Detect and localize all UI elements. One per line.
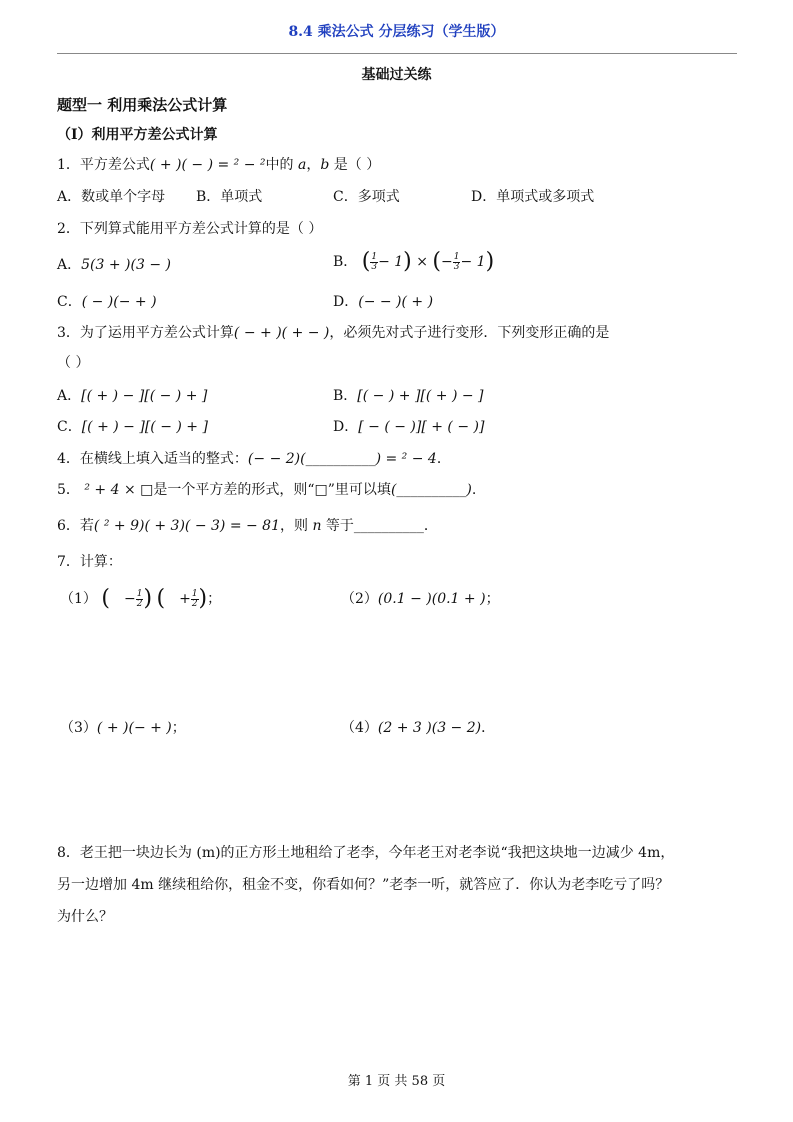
subsection-title: （Ⅰ）利用平方差公式计算: [57, 127, 218, 143]
question-8-line-1: 8．老王把一块边长为 (m)的正方形土地租给了老李，今年老王对老李说“我把这块地一边减少 4m，: [57, 845, 675, 861]
q2-option-c-label: C．: [57, 294, 82, 310]
q2-b-frac2-den: 3: [453, 261, 460, 272]
q3-option-b-expr: [( − ) + ][( + ) − ]: [357, 388, 484, 404]
question-5: [57, 483, 476, 497]
q3-option-b: [333, 389, 484, 403]
q3-option-c-label: C．: [57, 419, 82, 435]
q7-p4-label: （4）: [341, 720, 378, 736]
question-2: 2．下列算式能用平方差公式计算的是（ ）: [57, 221, 323, 237]
question-3: [57, 326, 609, 340]
q3-option-d-expr: [ − ( − )][ + ( − )]: [358, 419, 485, 435]
q3-answer-blank: （ ）: [57, 355, 90, 371]
q2-option-a: [57, 258, 171, 272]
q3-option-d-label: D．: [333, 419, 359, 435]
section-title: 基础过关练: [361, 67, 432, 83]
q7-p1-plus: +: [179, 591, 191, 607]
page-footer: 第 1 页 共 58 页: [347, 1074, 446, 1089]
q2-option-b-label: B．: [333, 254, 358, 270]
q1-var-b: b: [320, 157, 330, 173]
q6-prefix: 6．若: [57, 518, 94, 534]
q2-option-a-expr: 5(3 + )(3 − ): [81, 257, 171, 273]
q7-part-3: [60, 721, 186, 735]
q2-option-c-expr: ( − )(− + ): [81, 294, 157, 310]
q7-p1-open-2: (: [156, 586, 166, 611]
q2-b-close-paren: ): [403, 249, 412, 274]
q7-p3-label: （3）: [60, 720, 97, 736]
q7-p1-label: （1）: [60, 591, 97, 607]
question-4: [57, 452, 451, 466]
q7-p2-suffix: ；: [485, 591, 500, 607]
header-divider: [57, 53, 737, 54]
q4-suffix: ．: [436, 451, 451, 467]
q7-part-1: [60, 588, 221, 610]
q3-formula: ( − + )( + − ): [233, 325, 330, 341]
q1-suffix-a: 中的: [265, 157, 298, 173]
q2-b-open-paren: (: [361, 249, 371, 274]
q7-p1-half-2: [191, 590, 199, 609]
page-header-title: 8.4 乘法公式 分层练习（学生版）: [288, 24, 505, 40]
q2-option-b: [333, 251, 494, 273]
q7-p1-half1-den: 2: [136, 598, 143, 609]
q2-b-frac1-num: 1: [371, 251, 378, 262]
q2-b-close-paren-2: ): [485, 249, 495, 274]
q2-b-open-paren-2: (: [432, 249, 441, 274]
q7-part-4: [341, 721, 495, 735]
q7-p2-expr: (0.1 − )(0.1 + ): [377, 591, 486, 607]
q7-p1-open-1: (: [101, 586, 110, 611]
q7-p1-suffix: ；: [207, 591, 222, 607]
q5-formula: ² + 4 × □: [79, 482, 154, 498]
q6-formula: ( ² + 9)( + 3)( − 3) = − 81: [93, 518, 280, 534]
q1-option-a: A．数或单个字母: [57, 189, 166, 205]
q7-p1-half2-den: 2: [191, 598, 198, 609]
q7-p1-close-1: ): [143, 586, 153, 611]
q1-option-c: C．多项式: [333, 189, 400, 205]
q3-prefix: 3．为了运用平方差公式计算: [57, 325, 234, 341]
q1-option-d: D．单项式或多项式: [471, 189, 595, 205]
q2-b-minus-1a: − 1: [378, 254, 404, 270]
q1-var-a: a: [297, 157, 307, 173]
q3-option-d: [333, 420, 484, 434]
q2-option-c: [57, 295, 157, 309]
question-6: [57, 519, 438, 533]
q3-option-c: [57, 420, 208, 434]
q7-part-2: [341, 592, 500, 606]
q7-p2-label: （2）: [341, 591, 378, 607]
question-type-title: 题型一 利用乘法公式计算: [57, 96, 228, 114]
q2-b-frac2-num: 1: [453, 251, 460, 262]
question-1: [57, 158, 380, 172]
q2-b-fraction-1: [370, 253, 378, 272]
q1-comma: ，: [306, 157, 321, 173]
q1-prefix: 1．平方差公式: [57, 157, 150, 173]
q4-formula: (− − 2)(__________) = ² − 4: [247, 451, 437, 467]
question-8-line-3: 为什么？: [57, 909, 113, 925]
question-8-line-2: 另一边增加 4m 继续租给你，租金不变，你看如何？”老李一听，就答应了．你认为老李吃亏了吗？: [57, 877, 670, 893]
q1-formula: ( + )( − ) = ² − ²: [149, 157, 266, 173]
q2-option-d-label: D．: [333, 294, 359, 310]
q7-p3-expr: ( + )(− + ): [96, 720, 172, 736]
q2-b-frac1-den: 3: [371, 261, 378, 272]
q5-prefix: 5．: [57, 482, 80, 498]
q3-option-a: [57, 389, 207, 403]
q2-b-minus-1b: − 1: [460, 254, 486, 270]
q7-p1-close-2: ): [198, 586, 208, 611]
q5-middle: 是一个平方差的形式，则“□”里可以填: [153, 482, 391, 498]
q7-p4-suffix: ．: [481, 720, 496, 736]
q3-option-c-expr: [( + ) − ][( − ) + ]: [81, 419, 208, 435]
q7-p1-minus: −: [123, 591, 136, 607]
q3-suffix: ，必须先对式子进行变形．下列变形正确的是: [329, 325, 610, 341]
q7-p1-half1-num: 1: [136, 588, 143, 599]
q6-var-n: n: [312, 518, 322, 534]
q1-option-b: B．单项式: [196, 189, 263, 205]
q2-option-a-label: A．: [57, 257, 82, 273]
q7-p3-suffix: ；: [171, 720, 186, 736]
q5-suffix: .: [471, 482, 477, 498]
q4-prefix: 4．在横线上填入适当的整式：: [57, 451, 248, 467]
q7-p4-expr: (2 + 3 )(3 − 2): [377, 720, 482, 736]
q7-p1-half2-num: 1: [191, 588, 198, 599]
q3-option-a-label: A．: [57, 388, 82, 404]
q6-suffix: 等于__________．: [321, 518, 438, 534]
q2-b-neg: −: [441, 254, 453, 270]
q3-option-b-label: B．: [333, 388, 358, 404]
q3-option-a-expr: [( + ) − ][( − ) + ]: [81, 388, 208, 404]
q2-b-times: ×: [416, 254, 428, 270]
q1-suffix-b: 是（ ）: [329, 157, 381, 173]
q2-option-d-expr: (− − )( + ): [358, 294, 434, 310]
q6-middle: ，则: [280, 518, 313, 534]
q2-option-d: [333, 295, 433, 309]
q2-b-fraction-2: [453, 253, 461, 272]
question-7: 7．计算：: [57, 554, 122, 570]
q5-blank: (__________): [390, 482, 472, 498]
